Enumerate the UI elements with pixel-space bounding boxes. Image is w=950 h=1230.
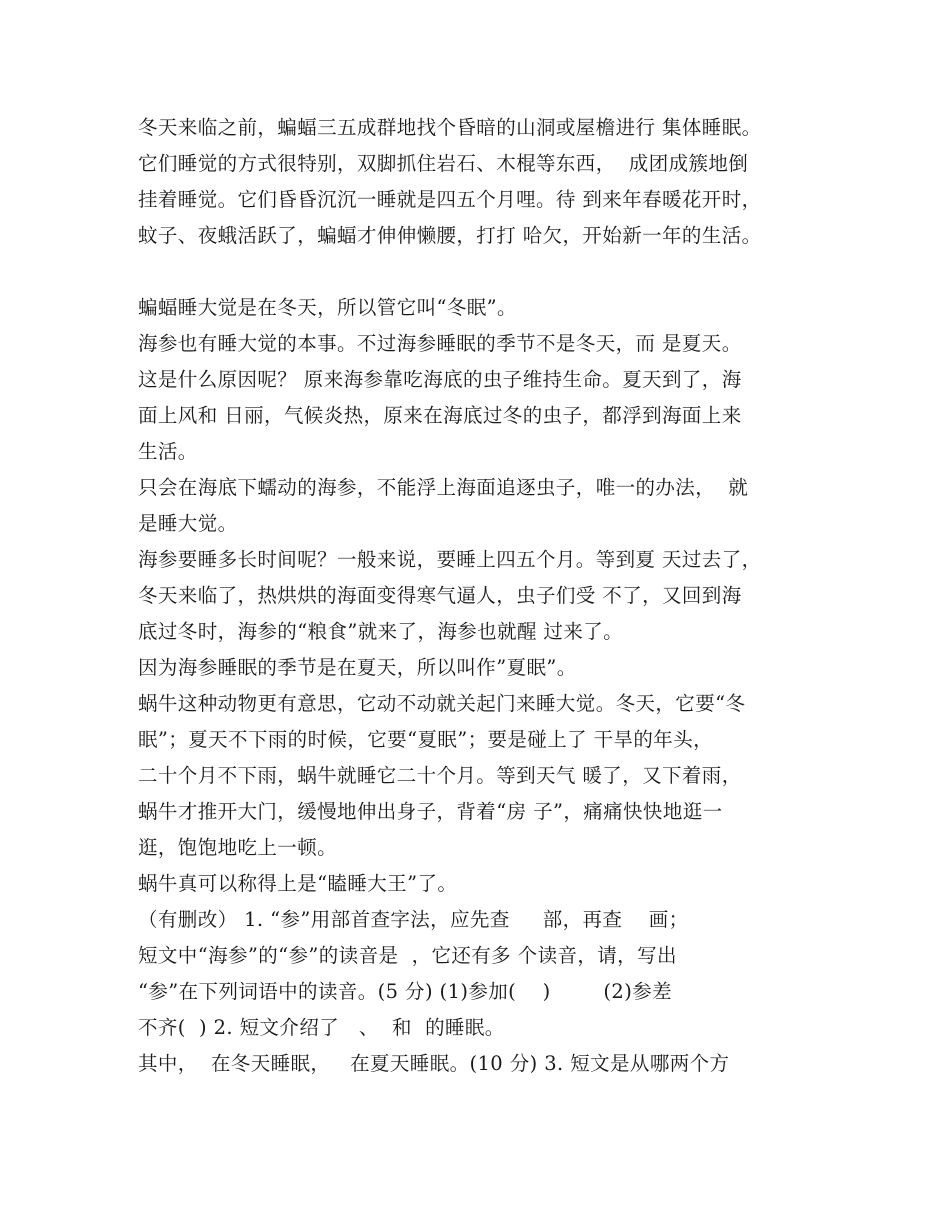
text-line-11: 是睡大觉。 <box>138 512 238 535</box>
text-line-1: 冬天来临之前，蝙蝠三五成群地找个昏暗的山洞或屋檐进行 集体睡眠。 <box>138 116 762 139</box>
text-line-13: 冬天来临了，热烘烘的海面变得寒气逼人，虫子们受 不了，又回到海 <box>138 584 742 607</box>
text-line-9: 生活。 <box>138 440 198 463</box>
text-line-22: （有删改） 1. “参”用部首查字法，应先查 部，再查 画； <box>138 908 689 931</box>
text-line-4: 蚊子、夜蛾活跃了，蝙蝠才伸伸懒腰，打打 哈欠，开始新一年的生活。 <box>138 224 762 247</box>
text-line-26: 其中， 在冬天睡眠， 在夏天睡眠。(10 分) 3. 短文是从哪两个方 <box>138 1052 730 1075</box>
text-line-14: 底过冬时，海参的“粮食”就来了，海参也就醒 过来了。 <box>138 620 624 643</box>
text-line-20: 逛，饱饱地吃上一顿。 <box>138 836 338 859</box>
text-line-10: 只会在海底下蠕动的海参，不能浮上海面追逐虫子，唯一的办法， 就 <box>138 476 749 499</box>
text-line-21: 蜗牛真可以称得上是“瞌睡大王”了。 <box>138 872 458 895</box>
text-line-16: 蜗牛这种动物更有意思，它动不动就关起门来睡大觉。冬天，它要“冬 <box>138 692 746 715</box>
text-line-17: 眠”；夏天不下雨的时候，它要“夏眠”；要是碰上了 干旱的年头， <box>138 728 714 751</box>
text-line-5: 蝙蝠睡大觉是在冬天，所以管它叫“冬眠”。 <box>138 296 517 319</box>
text-line-19: 蜗牛才推开大门，缓慢地伸出身子，背着“房 子”，痛痛快快地逛一 <box>138 800 723 823</box>
text-line-12: 海参要睡多长时间呢？一般来说，要睡上四五个月。等到夏 天过去了， <box>138 548 762 571</box>
text-line-24: “参”在下列词语中的读音。(5 分) (1)参加( ) (2)参差 <box>138 980 672 1003</box>
text-line-23: 短文中“海参”的“参”的读音是 ，它还有多 个读音，请，写出 <box>138 944 677 967</box>
text-line-18: 二十个月不下雨，蜗牛就睡它二十个月。等到天气 暖了，又下着雨， <box>138 764 742 787</box>
text-line-2: 它们睡觉的方式很特别，双脚抓住岩石、木棍等东西， 成团成簇地倒 <box>138 152 749 175</box>
text-line-15: 因为海参睡眠的季节是在夏天，所以叫作”夏眠”。 <box>138 656 577 679</box>
text-line-8: 面上风和 日丽，气候炎热，原来在海底过冬的虫子，都浮到海面上来 <box>138 404 742 427</box>
text-line-6: 海参也有睡大觉的本事。不过海参睡眠的季节不是冬天，而 是夏天。 <box>138 332 742 355</box>
text-line-25: 不齐( ) 2. 短文介绍了 、 和 的睡眠。 <box>138 1016 505 1039</box>
text-line-7: 这是什么原因呢？ 原来海参靠吃海底的虫子维持生命。夏天到了，海 <box>138 368 742 391</box>
text-line-3: 挂着睡觉。它们昏昏沉沉一睡就是四五个月哩。待 到来年春暖花开时， <box>138 188 762 211</box>
